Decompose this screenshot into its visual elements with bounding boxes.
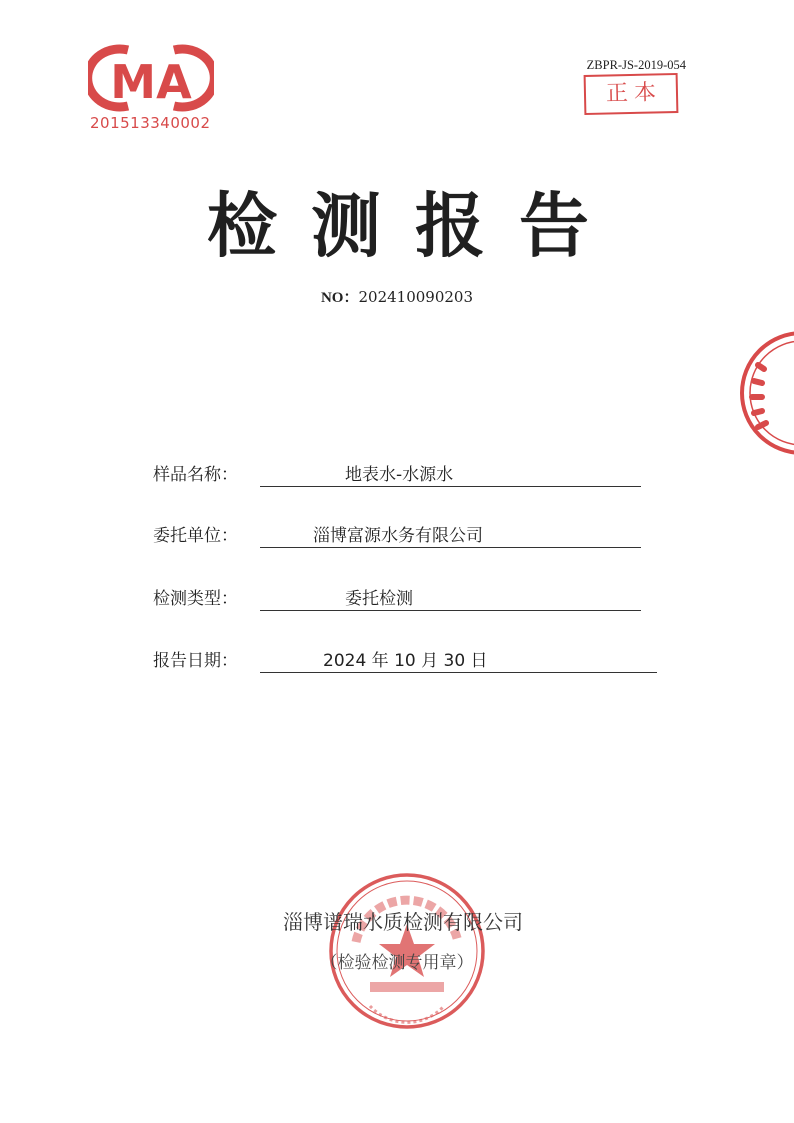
client-underline	[260, 547, 641, 548]
report-date-underline	[260, 672, 657, 673]
report-number-label: NO：	[320, 290, 359, 306]
client-label: 委托单位：	[153, 526, 238, 546]
report-date-value: 2024 年 10 月 30 日	[323, 651, 488, 671]
cma-stamp-logo	[88, 44, 214, 112]
sample-name-value: 地表水-水源水	[345, 465, 454, 485]
test-type-underline	[260, 610, 641, 611]
report-title: 检测报告	[207, 185, 623, 267]
document-code: ZBPR-JS-2019-054	[586, 58, 686, 72]
seam-stamp	[740, 325, 794, 465]
test-type-label: 检测类型：	[153, 589, 238, 609]
company-name: 淄博谱瑞水质检测有限公司	[283, 910, 523, 934]
test-type-value: 委托检测	[345, 589, 413, 609]
report-number	[0, 286, 794, 307]
report-date-label: 报告日期：	[153, 651, 238, 671]
cma-certificate-number: 201513340002	[90, 114, 211, 132]
seal-note: （检验检测专用章）	[320, 953, 474, 973]
sample-name-underline	[260, 486, 641, 487]
svg-text:MA: MA	[110, 55, 192, 109]
original-copy-stamp: 正本	[584, 73, 679, 115]
report-number-value: 202410090203	[358, 288, 474, 306]
client-value: 淄博富源水务有限公司	[313, 526, 483, 546]
sample-name-label: 样品名称：	[153, 465, 238, 485]
